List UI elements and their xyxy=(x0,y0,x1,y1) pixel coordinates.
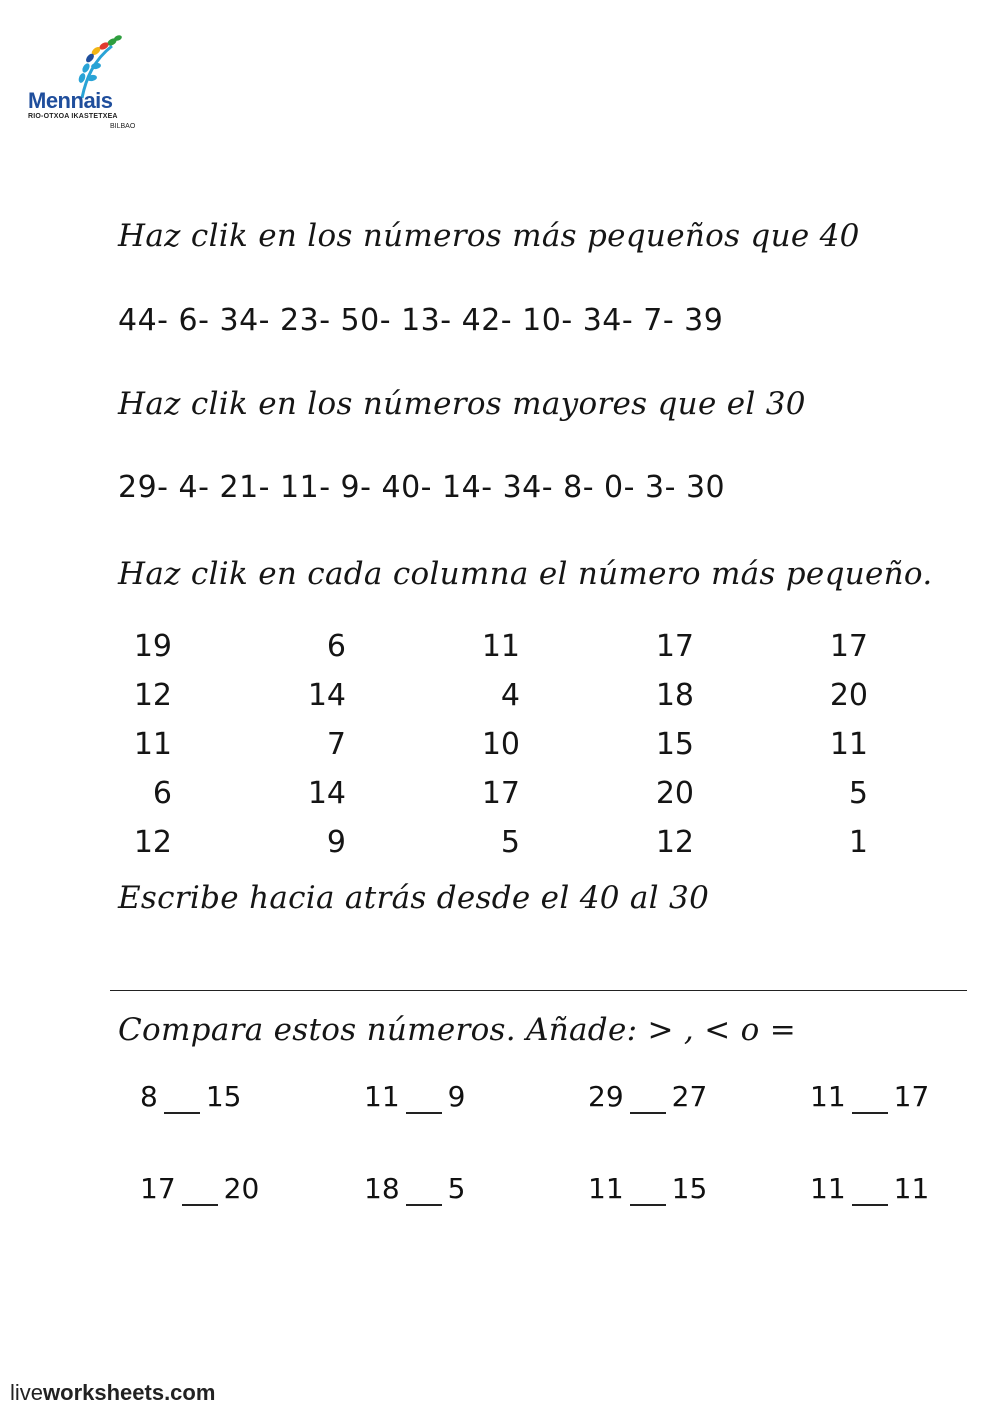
column-number[interactable]: 14 xyxy=(307,776,346,811)
column-number[interactable]: 14 xyxy=(307,678,346,713)
column-number[interactable]: 6 xyxy=(152,776,172,811)
instruction-column-smallest: Haz clik en cada columna el número más pequeño. xyxy=(118,556,933,592)
compare-right-number: 9 xyxy=(447,1080,466,1113)
column-number[interactable]: 1 xyxy=(848,825,868,860)
compare-right-number: 15 xyxy=(205,1080,242,1113)
compare-pair xyxy=(810,1080,929,1114)
column-number[interactable]: 11 xyxy=(829,727,868,762)
column-number[interactable]: 15 xyxy=(655,727,694,762)
column-number[interactable]: 18 xyxy=(655,678,694,713)
logo-subtitle: RIO-OTXOA IKASTETXEA xyxy=(28,113,118,120)
compare-pair xyxy=(140,1080,241,1114)
column-number[interactable]: 12 xyxy=(655,825,694,860)
column-number[interactable]: 5 xyxy=(848,776,868,811)
footer-brand: worksheets.com xyxy=(43,1380,216,1405)
compare-right-number: 15 xyxy=(671,1172,708,1205)
compare-left-number: 11 xyxy=(588,1172,624,1205)
number-column-1 xyxy=(112,622,172,867)
sequence-greater-than-30[interactable]: 29- 4- 21- 11- 9- 40- 14- 34- 8- 0- 3- 30 xyxy=(118,470,726,505)
logo-name: Mennais xyxy=(28,88,113,113)
column-number[interactable]: 20 xyxy=(829,678,868,713)
column-number[interactable]: 12 xyxy=(133,825,172,860)
column-number[interactable]: 11 xyxy=(133,727,172,762)
compare-answer-blank[interactable] xyxy=(164,1112,200,1114)
compare-left-number: 8 xyxy=(140,1080,158,1113)
compare-answer-blank[interactable] xyxy=(630,1204,666,1206)
compare-left-number: 17 xyxy=(140,1172,176,1205)
column-number[interactable]: 11 xyxy=(481,629,520,664)
column-number[interactable]: 20 xyxy=(655,776,694,811)
compare-left-number: 11 xyxy=(810,1172,846,1205)
column-number[interactable]: 6 xyxy=(326,629,346,664)
number-column-2 xyxy=(286,622,346,867)
compare-answer-blank[interactable] xyxy=(406,1204,442,1206)
column-number[interactable]: 12 xyxy=(133,678,172,713)
column-number[interactable]: 19 xyxy=(133,629,172,664)
compare-right-number: 17 xyxy=(893,1080,930,1113)
compare-right-number: 5 xyxy=(447,1172,466,1205)
column-number[interactable]: 17 xyxy=(655,629,694,664)
instruction-greater-than-30: Haz clik en los números mayores que el 30 xyxy=(118,386,806,422)
compare-right-number: 20 xyxy=(223,1172,260,1205)
compare-left-number: 29 xyxy=(588,1080,624,1113)
compare-left-number: 11 xyxy=(810,1080,846,1113)
column-number[interactable]: 4 xyxy=(500,678,520,713)
school-logo-icon xyxy=(20,28,140,138)
instruction-count-backwards: Escribe hacia atrás desde el 40 al 30 xyxy=(118,880,710,916)
compare-pair xyxy=(588,1172,707,1206)
sequence-smaller-than-40[interactable]: 44- 6- 34- 23- 50- 13- 42- 10- 34- 7- 39 xyxy=(118,303,724,338)
compare-pair xyxy=(140,1172,259,1206)
number-column-4 xyxy=(634,622,694,867)
number-column-3 xyxy=(460,622,520,867)
compare-answer-blank[interactable] xyxy=(852,1112,888,1114)
compare-answer-blank[interactable] xyxy=(182,1204,218,1206)
compare-answer-blank[interactable] xyxy=(406,1112,442,1114)
column-number[interactable]: 9 xyxy=(326,825,346,860)
compare-left-number: 11 xyxy=(364,1080,400,1113)
instruction-smaller-than-40: Haz clik en los números más pequeños que 40 xyxy=(118,218,860,254)
liveworksheets-footer[interactable] xyxy=(10,1380,215,1406)
compare-pair xyxy=(364,1080,465,1114)
column-number[interactable]: 17 xyxy=(829,629,868,664)
footer-prefix: live xyxy=(10,1380,44,1405)
column-number[interactable]: 17 xyxy=(481,776,520,811)
column-number[interactable]: 10 xyxy=(481,727,520,762)
column-number[interactable]: 5 xyxy=(500,825,520,860)
instruction-compare: Compara estos números. Añade: > , < o = xyxy=(118,1012,797,1048)
compare-left-number: 18 xyxy=(364,1172,400,1205)
compare-pair xyxy=(364,1172,465,1206)
compare-answer-blank[interactable] xyxy=(852,1204,888,1206)
number-column-5 xyxy=(808,622,868,867)
compare-right-number: 11 xyxy=(893,1172,930,1205)
column-number[interactable]: 7 xyxy=(326,727,346,762)
answer-line[interactable] xyxy=(110,990,967,991)
compare-pair xyxy=(810,1172,929,1206)
compare-pair xyxy=(588,1080,707,1114)
logo-city: BILBAO xyxy=(110,123,136,130)
compare-answer-blank[interactable] xyxy=(630,1112,666,1114)
compare-right-number: 27 xyxy=(671,1080,708,1113)
